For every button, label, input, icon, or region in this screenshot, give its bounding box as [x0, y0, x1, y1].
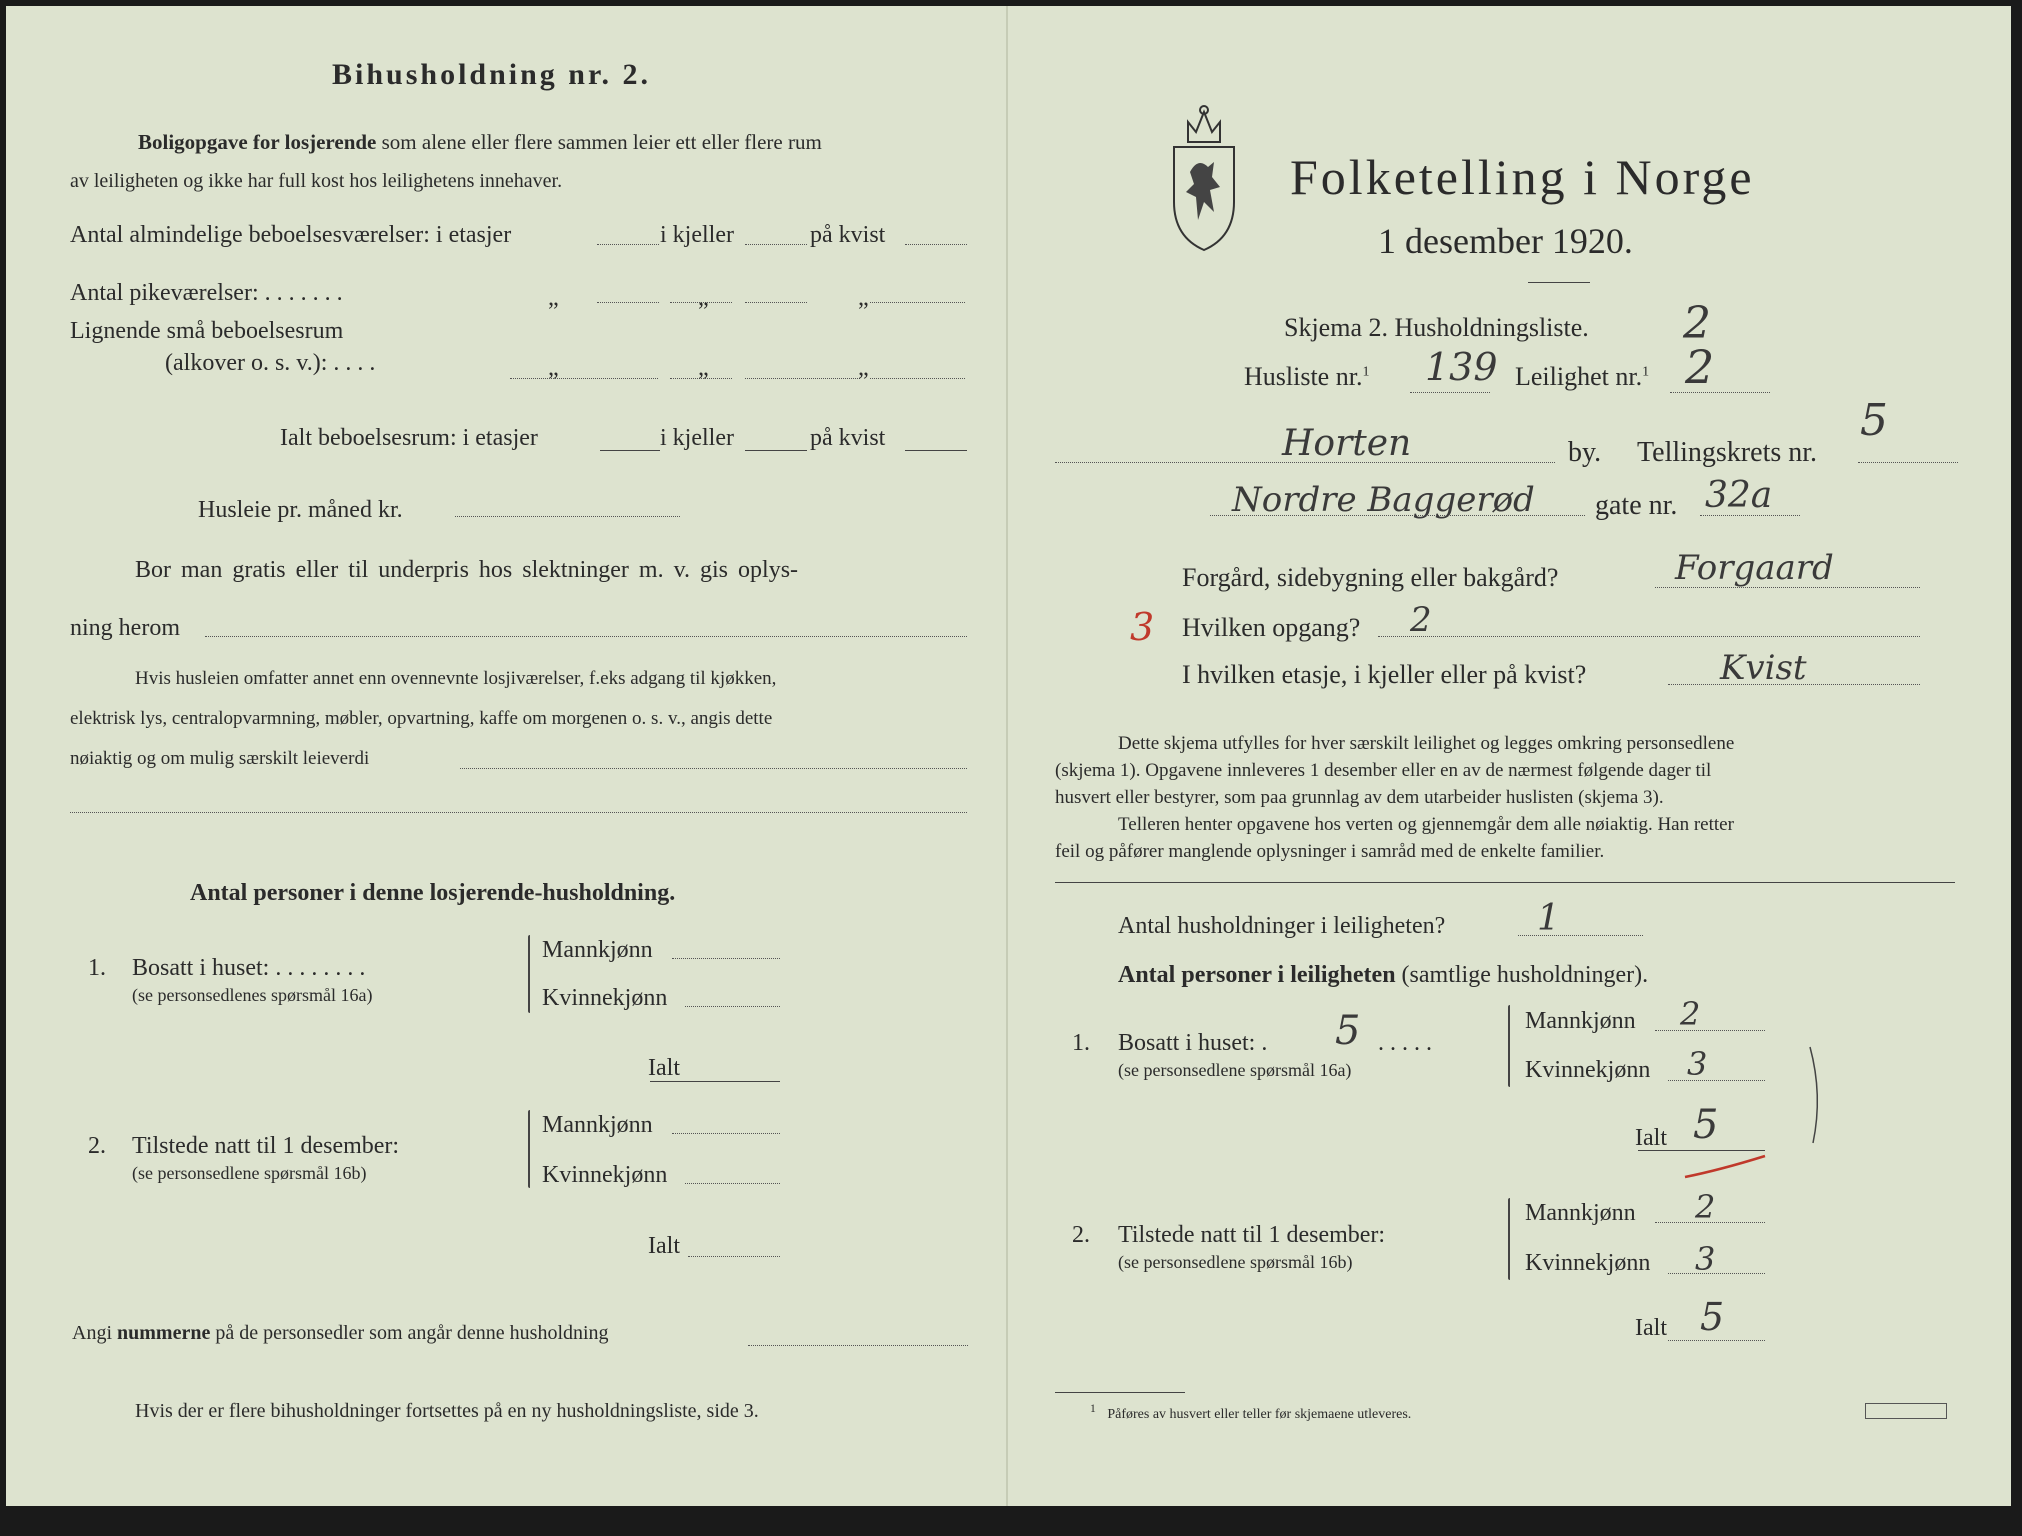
red-check-mark-icon [1680, 1152, 1770, 1182]
hvis-field[interactable] [460, 768, 967, 769]
right-b2-ialt-label: Ialt [1635, 1315, 1667, 1341]
hvis-line-2: elektrisk lys, centralopvarmning, møbler, opvartning, kaffe om morgenen o. s. v., angis dette [70, 708, 773, 729]
right-b1-mann-field[interactable] [1655, 1030, 1765, 1031]
ialt-kjeller-label: i kjeller [660, 425, 734, 451]
lignende-ditto-2: „ [698, 355, 709, 381]
left-b2-kvinne-field[interactable] [685, 1183, 780, 1184]
right-b2-mann-field[interactable] [1655, 1222, 1765, 1223]
ialt-kvist-field[interactable] [905, 450, 967, 451]
right-b2-ialt-field[interactable] [1668, 1340, 1765, 1341]
footnote-text: Påføres av husvert eller teller før skjemaene utleveres. [1107, 1406, 1412, 1422]
gate-nr-hw[interactable]: 32a [1705, 475, 1773, 516]
etasje-label: I hvilken etasje, i kjeller eller på kvist? [1182, 660, 1587, 689]
rooms-kvist-label: på kvist [810, 222, 886, 248]
hvis-field-2[interactable] [70, 812, 967, 813]
pike-etasjer-field[interactable] [597, 302, 659, 303]
antal-bold: Antal personer i leiligheten [1118, 962, 1396, 988]
opgang-label: Hvilken opgang? [1182, 613, 1361, 642]
lignende-label-1: Lignende små beboelsesrum [70, 318, 344, 344]
right-b2-kvinne-hw[interactable]: 3 [1695, 1240, 1716, 1278]
lignende-etasjer-field[interactable] [510, 378, 658, 379]
rooms-kjeller-field[interactable] [745, 244, 807, 245]
gratis-field[interactable] [205, 636, 967, 637]
gratis-line-1: Bor man gratis eller til underpris hos slektninger m. v. gis oplys- [135, 557, 799, 583]
krets-hw[interactable]: 5 [1860, 395, 1888, 446]
rooms-kvist-field[interactable] [905, 244, 967, 245]
right-b1-sub: (se personsedlene spørsmål 16a) [1118, 1060, 1352, 1080]
info-line-1: Dette skjema utfylles for hver særskilt leilighet og legges omkring personsedlene [1118, 733, 1735, 754]
right-b2-brace [1508, 1198, 1510, 1280]
left-b1-ialt-label: Ialt [648, 1055, 680, 1081]
title-rule [1528, 282, 1590, 283]
right-b1-mann-label: Mannkjønn [1525, 1008, 1636, 1034]
leilighet-hw[interactable]: 2 [1685, 340, 1715, 394]
right-b1-ialt-hw[interactable]: 5 [1693, 1102, 1719, 1148]
info-line-2: (skjema 1). Opgavene innleveres 1 desember eller en av de nærmest følgende dager til [1055, 760, 1712, 781]
gate-nr-field[interactable] [1700, 515, 1800, 516]
husliste-field[interactable] [1410, 392, 1490, 393]
angi-rest: på de personsedler som angår denne husholdning [215, 1322, 609, 1344]
left-b1-num: 1. [88, 955, 106, 981]
left-b1-mann-field[interactable] [672, 958, 780, 959]
husliste-hw[interactable]: 139 [1425, 345, 1498, 389]
rooms-kjeller-label: i kjeller [660, 222, 734, 248]
ialt-etasjer-field[interactable] [600, 450, 660, 451]
right-date: 1 desember 1920. [1378, 221, 1633, 261]
left-b1-mann-label: Mannkjønn [542, 937, 653, 963]
right-b1-label-b: . . . . . [1378, 1030, 1432, 1056]
by-hw[interactable]: Horten [1282, 423, 1412, 464]
right-b1-ialt-label: Ialt [1635, 1125, 1667, 1151]
right-b1-kvinne-field[interactable] [1668, 1080, 1765, 1081]
forgaard-label: Forgård, sidebygning eller bakgård? [1182, 563, 1559, 592]
husleie-label: Husleie pr. måned kr. [198, 497, 403, 523]
gate-field[interactable] [1210, 515, 1585, 516]
norway-coat-of-arms-icon [1168, 102, 1240, 252]
pike-ditto-2: „ [698, 285, 709, 311]
gate-label: gate nr. [1595, 490, 1678, 521]
lignende-label-2: (alkover o. s. v.): . . . . [165, 350, 376, 376]
right-b2-num: 2. [1072, 1222, 1090, 1248]
krets-label: Tellingskrets nr. [1637, 437, 1818, 468]
etasje-hw[interactable]: Kvist [1720, 648, 1807, 688]
right-b2-kvinne-label: Kvinnekjønn [1525, 1250, 1651, 1276]
info-line-3: husvert eller bestyrer, som paa grunnlag av dem utarbeider huslisten (skjema 3). [1055, 787, 1664, 808]
skjema-label: Skjema 2. Husholdningsliste. [1284, 313, 1589, 342]
hush-label: Antal husholdninger i leiligheten? [1118, 913, 1446, 939]
pike-label: Antal pikeværelser: . . . . . . . [70, 280, 343, 306]
husliste-sup: 1 [1362, 364, 1370, 380]
krets-field[interactable] [1858, 462, 1958, 463]
right-b2-mann-hw[interactable]: 2 [1695, 1188, 1716, 1226]
red-mark: 3 [1130, 605, 1155, 649]
left-title: Bihusholdning nr. 2. [332, 58, 652, 91]
leilighet-sup: 1 [1642, 364, 1650, 380]
footnote-rule [1055, 1392, 1185, 1393]
right-b1-num: 1. [1072, 1030, 1090, 1056]
right-b2-kvinne-field[interactable] [1668, 1273, 1765, 1274]
pike-ditto: „ [548, 285, 559, 311]
left-b1-label: Bosatt i huset: . . . . . . . . [132, 955, 366, 981]
right-b2-label: Tilstede natt til 1 desember: [1118, 1222, 1386, 1248]
right-b2-sub: (se personsedlene spørsmål 16b) [1118, 1252, 1353, 1272]
right-b1-ialt-field[interactable] [1638, 1150, 1765, 1151]
right-b1-label-a: Bosatt i huset: . [1118, 1030, 1268, 1056]
leilighet-text: Leilighet nr. [1515, 362, 1643, 391]
ialt-kjeller-field[interactable] [745, 450, 807, 451]
hush-hw[interactable]: 1 [1537, 898, 1560, 939]
hush-field[interactable] [1518, 935, 1643, 936]
left-b2-brace [528, 1110, 530, 1188]
left-b2-kvinne-label: Kvinnekjønn [542, 1162, 668, 1188]
opgang-field[interactable] [1378, 636, 1920, 637]
right-b2-ialt-hw[interactable]: 5 [1700, 1295, 1725, 1339]
right-b1-brace [1508, 1005, 1510, 1087]
pike-ditto-3: „ [858, 285, 869, 311]
hvis-line-1: Hvis husleien omfatter annet enn ovennevnte losjiværelser, f.eks adgang til kjøkken, [135, 668, 777, 689]
gratis-line-2: ning herom [70, 615, 180, 641]
intro-rest: som alene eller flere sammen leier ett eller flere rum [381, 130, 822, 154]
skjema-hw: 2 [1683, 298, 1711, 349]
angi-word: Angi [72, 1322, 112, 1344]
forgaard-field[interactable] [1655, 587, 1920, 588]
by-field[interactable] [1055, 462, 1555, 463]
printer-stamp [1865, 1403, 1947, 1419]
angi-bold: nummerne [117, 1322, 211, 1344]
left-footer: Hvis der er flere bihusholdninger fortsettes på en ny husholdningsliste, side 3. [135, 1400, 759, 1422]
ialt-kvist-label: på kvist [810, 425, 886, 451]
left-b1-kvinne-label: Kvinnekjønn [542, 985, 668, 1011]
ialt-beboelse-label: Ialt beboelsesrum: i etasjer [280, 425, 538, 451]
pike-kvist-gap [745, 302, 807, 303]
rooms-etasjer-field[interactable] [597, 244, 659, 245]
left-b1-sub: (se personsedlenes spørsmål 16a) [132, 985, 373, 1005]
left-b1-brace [528, 935, 530, 1013]
antal-rest: (samtlige husholdninger). [1401, 962, 1649, 988]
left-b2-label: Tilstede natt til 1 desember: [132, 1133, 400, 1159]
intro-line-1 [138, 130, 822, 155]
right-b1-kvinne-label: Kvinnekjønn [1525, 1057, 1651, 1083]
right-b1-hw[interactable]: 5 [1335, 1008, 1361, 1054]
left-b2-ialt-field[interactable] [688, 1256, 780, 1257]
intro-line-2: av leiligheten og ikke har full kost hos leilighetens innehaver. [70, 170, 563, 192]
angi-line [72, 1322, 609, 1345]
rooms-label: Antal almindelige beboelsesværelser: i etasjer [70, 222, 512, 248]
hvis-line-3: nøiaktig og om mulig særskilt leieverdi [70, 748, 370, 769]
pike-kvist-field[interactable] [870, 302, 965, 303]
by-label: by. [1568, 437, 1602, 468]
leilighet-label [1515, 362, 1649, 392]
left-b2-ialt-label: Ialt [648, 1233, 680, 1259]
right-b1-kvinne-hw[interactable]: 3 [1687, 1045, 1708, 1083]
info-rule [1055, 882, 1955, 883]
right-title: Folketelling i Norge [1290, 149, 1755, 205]
leilighet-field[interactable] [1670, 392, 1770, 393]
footnote-num: 1 [1090, 1402, 1096, 1415]
left-b2-mann-label: Mannkjønn [542, 1112, 653, 1138]
lignende-ditto-3: „ [858, 355, 869, 381]
right-b1-mann-hw[interactable]: 2 [1680, 995, 1701, 1033]
info-line-4: Telleren henter opgavene hos verten og gjennemgår dem alle nøiaktig. Han retter [1118, 814, 1734, 835]
husliste-label [1244, 362, 1369, 392]
gate-hw[interactable]: Nordre Baggerød [1232, 480, 1535, 520]
left-b1-kvinne-field[interactable] [685, 1006, 780, 1007]
husliste-text: Husliste nr. [1244, 362, 1363, 391]
left-b2-num: 2. [88, 1133, 106, 1159]
husleie-field[interactable] [455, 516, 680, 517]
opgang-hw[interactable]: 2 [1410, 600, 1432, 640]
footnote [1090, 1402, 1411, 1423]
margin-bracket-icon [1805, 1045, 1825, 1145]
angi-field[interactable] [748, 1345, 968, 1346]
forgaard-hw[interactable]: Forgaard [1675, 548, 1834, 588]
antal-personer-line [1118, 962, 1648, 989]
etasje-field[interactable] [1668, 684, 1920, 685]
left-antal-heading: Antal personer i denne losjerende-husholdning. [190, 880, 676, 906]
lignende-ditto: „ [548, 355, 559, 381]
right-b2-mann-label: Mannkjønn [1525, 1200, 1636, 1226]
page-fold [1006, 6, 1008, 1506]
lignende-kvist-field[interactable] [870, 378, 965, 379]
left-b2-mann-field[interactable] [672, 1133, 780, 1134]
lignende-kvist-gap [745, 378, 860, 379]
intro-bold: Boligopgave for losjerende [138, 130, 377, 154]
info-line-5: feil og påfører manglende oplysninger i samråd med de enkelte familier. [1055, 841, 1605, 862]
left-b2-sub: (se personsedlene spørsmål 16b) [132, 1163, 367, 1183]
left-b1-ialt-field[interactable] [650, 1081, 780, 1082]
